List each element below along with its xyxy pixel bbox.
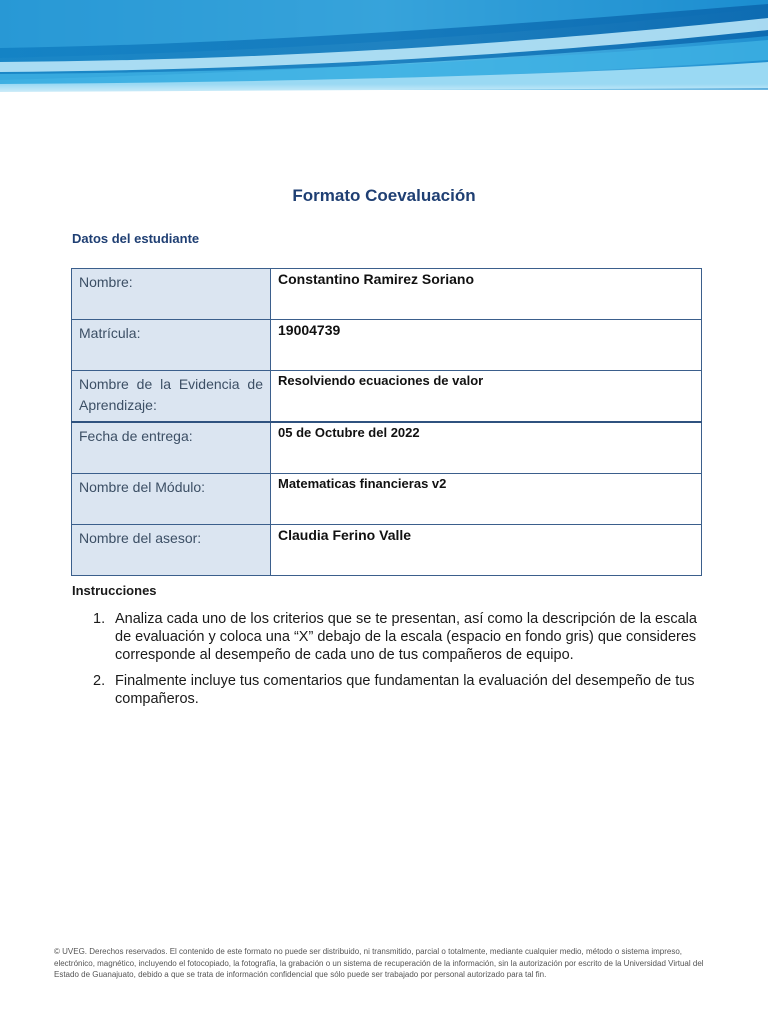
list-item-number: 1. [93,611,106,627]
value-modulo[interactable]: Matematicas financieras v2 [271,474,702,525]
list-item-text: Finalmente incluye tus comentarios que fundamentan la evaluación del desempeño de tus compañeros. [115,673,695,707]
label-matricula: Matrícula: [72,320,271,371]
copyright-notice: © UVEG. Derechos reservados. El contenido de este formato no puede ser distribuido, ni transmitido, parcial o totalmente, mediante cualquier medio, método o sistema impreso, electrónico, magnético, incluyendo el fotocopiado, la fotografía, la grabación o un sistema de recuperación de la información, sin la autorización por escrito de la Universidad Virtual del Estado de Guanajuato, debido a que se trata de información confidencial que sólo puede ser trabajado por personal autorizado para tal fin. [54,947,704,979]
value-fecha-entrega[interactable]: 05 de Octubre del 2022 [271,422,702,474]
list-item [93,672,703,708]
value-asesor[interactable]: Claudia Ferino Valle [271,525,702,576]
label-fecha-entrega: Fecha de entrega: [72,422,271,474]
student-data-table [71,268,702,576]
document-title: Formato Coevaluación [292,186,476,205]
student-data-heading: Datos del estudiante [72,231,200,246]
instructions-heading: Instrucciones [72,583,157,598]
table-row [72,525,702,576]
instructions-list [93,610,703,716]
value-nombre[interactable]: Constantino Ramirez Soriano [271,269,702,320]
label-evidencia: Nombre de la Evidencia de Aprendizaje: [72,371,271,423]
label-modulo: Nombre del Módulo: [72,474,271,525]
list-item-text: Analiza cada uno de los criterios que se te presentan, así como la descripción de la escala de evaluación y coloca una “X” debajo de la escala (espacio en fondo gris) que consideres corresponde al desempeño de cada uno de tus compañeros de equipo. [115,611,697,663]
table-row [72,474,702,525]
list-item [93,610,703,664]
value-matricula[interactable]: 19004739 [271,320,702,371]
table-row [72,320,702,371]
label-asesor: Nombre del asesor: [72,525,271,576]
table-row [72,269,702,320]
table-row [72,422,702,474]
list-item-number: 2. [93,673,106,689]
value-evidencia[interactable]: Resolviendo ecuaciones de valor [271,371,702,423]
table-row [72,371,702,423]
header-banner [0,0,768,100]
label-nombre: Nombre: [72,269,271,320]
